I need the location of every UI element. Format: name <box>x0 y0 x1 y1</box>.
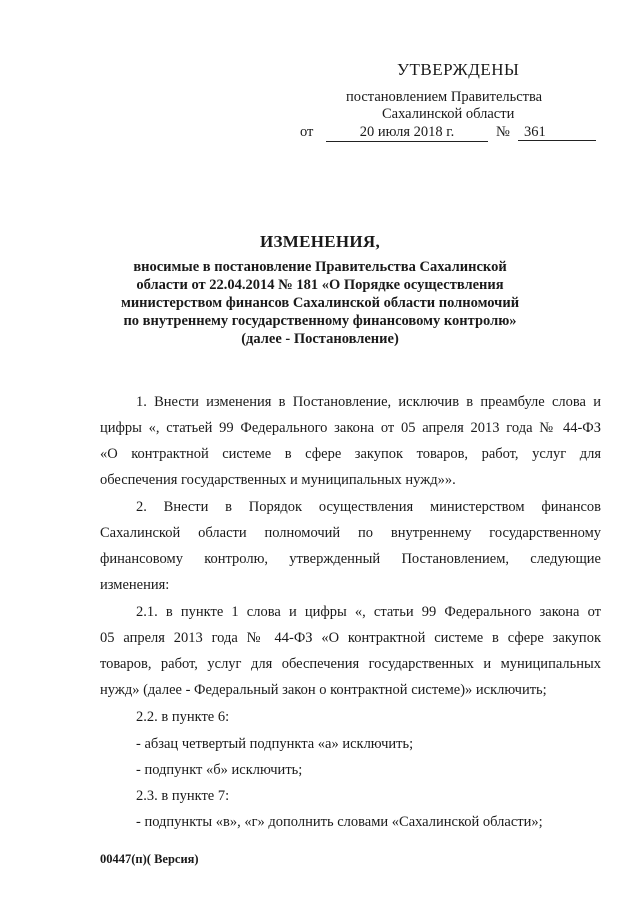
subtitle-line: министерством финансов Сахалинской области полномочий <box>120 295 520 311</box>
body-line: финансовому контролю, утвержденный Постановлением, следующие <box>100 551 601 567</box>
body-line: 2.1. в пункте 1 слова и цифры «, статьи 99 Федерального закона от <box>136 604 601 620</box>
document-heading: ИЗМЕНЕНИЯ, <box>259 232 381 251</box>
subtitle-line: (далее - Постановление) <box>241 331 399 347</box>
body-line: 2.3. в пункте 7: <box>136 788 230 804</box>
approval-line-1: постановлением Правительства <box>346 89 543 105</box>
subtitle-line: вносимые в постановление Правительства Сахалинской <box>133 259 507 275</box>
body-line: - абзац четвертый подпункта «а» исключить; <box>136 736 414 752</box>
body-line: обеспечения государственных и муниципальных нужд»». <box>100 472 456 488</box>
body-line: - подпункт «б» исключить; <box>136 762 303 778</box>
document-code: 00447(п)( Версия) <box>100 852 199 866</box>
approval-date: 20 июля 2018 г. <box>326 124 488 142</box>
document-subtitle <box>0 258 640 348</box>
body-line: изменения: <box>100 577 170 593</box>
approval-number: 361 <box>518 124 596 141</box>
body-line: цифры «, статьей 99 Федерального закона от 05 апреля 2013 года № 44-ФЗ <box>100 420 601 436</box>
body-line: 2. Внести в Порядок осуществления министерством финансов <box>136 499 601 515</box>
approval-title: УТВЕРЖДЕНЫ <box>397 60 520 79</box>
subtitle-line: области от 22.04.2014 № 181 «О Порядке осуществления <box>136 277 504 293</box>
body-line: товаров, работ, услуг для обеспечения государственных и муниципальных <box>100 656 601 672</box>
body-line: 1. Внести изменения в Постановление, исключив в преамбуле слова и <box>136 394 601 410</box>
body-line: 2.2. в пункте 6: <box>136 709 230 725</box>
approval-date-row <box>300 124 596 144</box>
body-line: «О контрактной системе в сфере закупок товаров, работ, услуг для <box>100 446 601 462</box>
number-sign: № <box>496 124 510 140</box>
body-line: Сахалинской области полномочий по внутреннему государственному <box>100 525 601 541</box>
approval-line-2: Сахалинской области <box>382 106 515 122</box>
from-label: от <box>300 124 314 140</box>
body-line: - подпункты «в», «г» дополнить словами «Сахалинской области»; <box>136 814 543 830</box>
body-line: 05 апреля 2013 года № 44-ФЗ «О контрактной системе в сфере закупок <box>100 630 601 646</box>
body-line: нужд» (далее - Федеральный закон о контрактной системе)» исключить; <box>100 682 547 698</box>
subtitle-line: по внутреннему государственному финансовому контролю» <box>123 313 517 329</box>
